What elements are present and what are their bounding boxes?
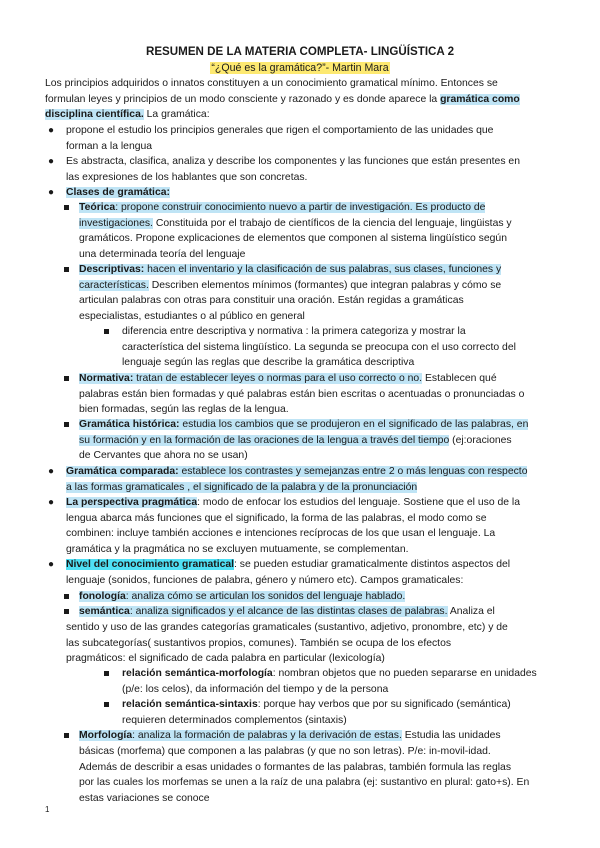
bullet-icon: ● xyxy=(48,497,55,508)
bullet-icon: ● xyxy=(48,187,55,198)
bullet-item: propone el estudio los principios generales que rigen el comportamiento de las unidades que forman a la lengua xyxy=(66,125,494,152)
page-number: 1 xyxy=(45,805,50,814)
square-bullet-icon xyxy=(104,702,109,707)
descriptivas-subitem: diferencia entre descriptiva y normativa : la primera categoriza y mostrar la característica del sistema lingüístico. La segunda se preocupa con el uso correcto del lenguaje según las reglas que describe la gramática descriptiva xyxy=(122,326,516,369)
fonologia-item: fonología: analiza cómo se articulan los sonidos del lenguaje hablado. xyxy=(79,591,406,602)
square-bullet-icon xyxy=(64,376,69,381)
nivel-item: Nivel del conocimiento gramatical: se pueden estudiar gramaticalmente distintos aspectos del lenguaje (sonidos, funciones de palabra, género y número etc). Campos gramaticales: xyxy=(66,559,511,586)
semantica-subitem: relación semántica-morfología: nombran objetos que no pueden separarse en unidades (p/e: los celos), da información del tiempo y de la persona xyxy=(122,668,537,695)
descriptivas-item: Descriptivas: hacen el inventario y la clasificación de sus palabras, sus clases, funciones y características. Describen elementos mínimos (formantes) que integran palabras y cómo se articulan palabras con otras para constituir una oración. Están regidas a gramáticas especialistas, estudiantes o al público en general xyxy=(79,264,502,322)
semantica-item: semántica: analiza significados y el alcance de las distintas clases de palabras. Analiza el xyxy=(79,606,495,617)
bullet-item xyxy=(66,185,170,201)
highlight-term: disciplina científica. xyxy=(45,109,144,121)
square-bullet-icon xyxy=(64,205,69,210)
normativa-item: Normativa: tratan de establecer leyes o normas para el uso correcto o no. Establecen qué palabras están bien formadas y qué palabras están bien escritas o acentuadas o pronunciadas o bien formadas, según las reglas de la lengua. xyxy=(79,373,525,416)
square-bullet-icon xyxy=(64,422,69,427)
highlight-term: gramática como xyxy=(440,93,520,105)
subtitle-highlight: “¿Qué es la gramática?”- Martin Mara xyxy=(211,62,389,74)
square-bullet-icon xyxy=(104,671,109,676)
semantica-subitem: relación semántica-sintaxis: porque hay verbos que por su significado (semántica) requieren determinados complementos (sintaxis) xyxy=(122,699,511,726)
bullet-item: Es abstracta, clasifica, analiza y describe los componentes y las funciones que están presentes en las expresiones de los hablantes que son concretas. xyxy=(66,156,520,183)
comparada-item: Gramática comparada: establece los contrastes y semejanzas entre 2 o más lenguas con respecto a las formas gramaticales , el significado de la palabra y de la pronunciación xyxy=(66,466,528,493)
intro-line-3: disciplina científica. La gramática: xyxy=(45,109,210,121)
square-bullet-icon xyxy=(64,267,69,272)
semantica-continuation: sentido y uso de las grandes categorías gramaticales (sustantivo, adjetivo, pronombre, etc) y de las subcategorías( sustantivos propios, comunes). También se ocupa de los efectos pragmáticos: el significado de cada palabra en particular (lexicología) xyxy=(66,622,508,665)
intro-paragraph xyxy=(45,76,520,123)
square-bullet-icon xyxy=(64,733,69,738)
pragmatica-item: La perspectiva pragmática: modo de enfocar los estudios del lenguaje. Sostiene que el uso de la lengua abarca más funciones que el significado, la forma de las palabras, el modo como se combinen: incluye también acciones e intenciones recíprocas de los que usan el lenguaje. La gramática y la pragmática no se excluyen mutuamente, se complementan. xyxy=(66,497,521,555)
intro-line-2: formulan leyes y principios de un modo consciente y razonado y es donde aparece la gramática como xyxy=(45,93,520,105)
teorica-item: Teórica: propone construir conocimiento nuevo a partir de investigación. Es producto de investigaciones. Constituida por el trabajo de científicos de la ciencia del lenguaje, lingüistas y gramáticos. Propone explicaciones de elementos que componen al sistema lingüístico según una determinada teoría del lenguaje xyxy=(79,202,512,260)
document-title: RESUMEN DE LA MATERIA COMPLETA- LINGÜÍSTICA 2 xyxy=(145,45,455,58)
morfologia-item: Morfología: analiza la formación de palabras y la derivación de estas. Estudia las unidades xyxy=(79,730,501,741)
square-bullet-icon xyxy=(64,594,69,599)
intro-line-1: Los principios adquiridos o innatos constituyen a un conocimiento gramatical mínimo. Entonces se xyxy=(45,78,498,89)
bullet-icon: ● xyxy=(48,466,55,477)
bullet-icon: ● xyxy=(48,125,55,136)
square-bullet-icon xyxy=(104,329,109,334)
document-subtitle xyxy=(0,61,600,75)
bullet-icon: ● xyxy=(48,156,55,167)
historica-item: Gramática histórica: estudia los cambios que se produjeron en el significado de las palabras, en su formación y en la formación de las oraciones de la lengua a través del tiempo (ej:oraciones de Cervantes que ahora no se usan) xyxy=(79,419,529,462)
section-heading: Clases de gramática: xyxy=(66,187,170,198)
square-bullet-icon xyxy=(64,609,69,614)
bullet-icon: ● xyxy=(48,559,55,570)
morfologia-continuation: básicas (morfema) que componen a las palabras (y que no son letras). P/e: in-movil-idad. Además de describir a esas unidades o formantes de las palabras, también formula las reglas por las cuales los morfemas se unen a la raíz de una palabra (ej: sustantivo en plural: gato+s). En estas variaciones se conoce xyxy=(79,746,530,804)
